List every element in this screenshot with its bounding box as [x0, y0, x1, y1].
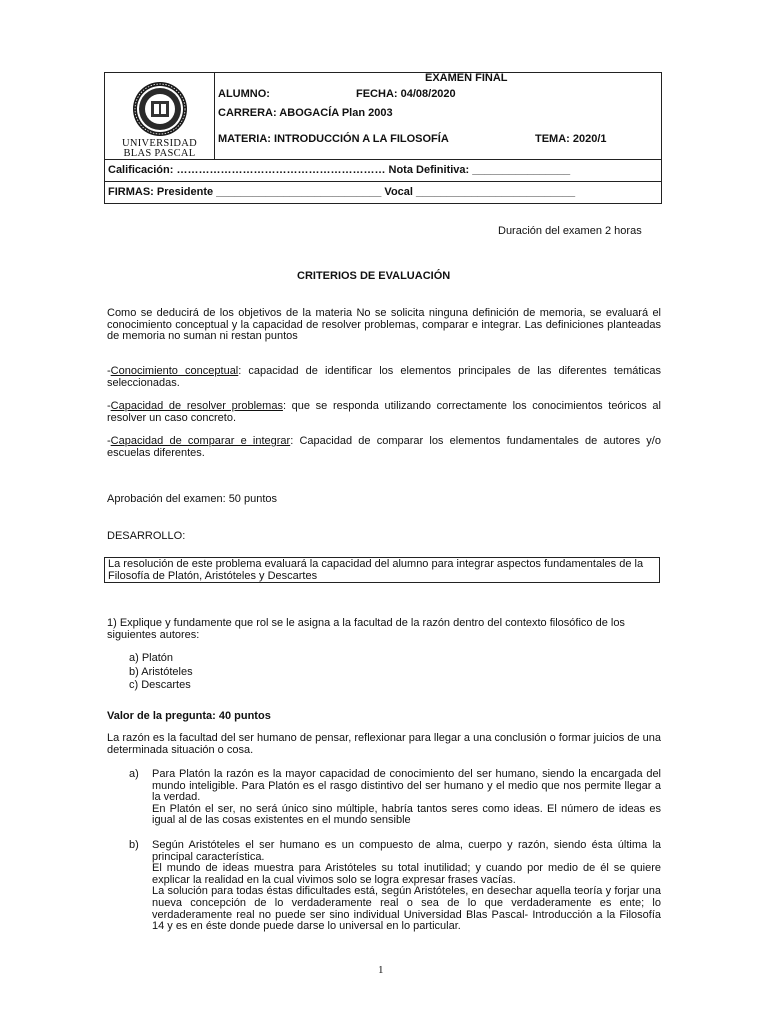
author-item: a) Platón [129, 652, 174, 664]
author-item: b) Aristóteles [129, 665, 193, 678]
answer-text [152, 769, 661, 827]
signatures-row: FIRMAS: Presidente ___________________________ Vocal __________________________ [108, 186, 576, 198]
page-number: 1 [378, 964, 384, 976]
answer-paragraph: El mundo de ideas muestra para Aristóteles su total inutilidad; y cuando por medio de él se quiere explicar la realidad en la cual vivimos solo se logra expresar frases vacías. [152, 862, 661, 886]
university-name [122, 139, 197, 159]
answer-text [152, 840, 661, 933]
question-1: 1) Explique y fundamente que rol se le asigna a la facultad de la razón dentro del contexto filosófico de los siguientes autores: [107, 617, 625, 641]
exam-date: FECHA: 04/08/2020 [356, 88, 456, 100]
criterion-text: : capacidad de identificar los elementos principales de las diferentes temáticas seleccionadas. [107, 365, 661, 389]
authors-list [129, 652, 193, 693]
topic-label: TEMA: 2020/1 [535, 133, 607, 145]
criteria-intro: Como se deducirá de los objetivos de la materia No se solicita ninguna definición de memoria, se evaluará el conocimiento conceptual y la capacidad de resolver problemas, comparar e integrar. Las definiciones planteadas de memoria no suman ni restan puntos [107, 307, 661, 343]
criterion-term: Capacidad de comparar e integrar [110, 435, 291, 447]
answer-label: a) [129, 768, 139, 780]
answer-paragraph: Para Platón la razón es la mayor capacidad de conocimiento del ser humano, siendo la encargada del mundo inteligible. Para Platón es el rasgo distintivo del ser humano y el medio que nos permite llegar a la verdad. [152, 768, 661, 804]
criterion-term: Conocimiento conceptual [110, 365, 239, 377]
exam-header-table [104, 72, 662, 204]
development-heading: DESARROLLO: [107, 530, 186, 542]
criterion-text: : Capacidad de comparar los elementos fundamentales de autores y/o escuelas diferentes. [107, 435, 661, 459]
criterion-prefix: - [107, 435, 111, 447]
answer-intro: La razón es la facultad del ser humano de pensar, reflexionar para llegar a una conclusión o formar juicios de una determinada situación o cosa. [107, 732, 661, 756]
boxed-instructions: La resolución de este problema evaluará la capacidad del alumno para integrar aspectos fundamentales de la Filosofía de Platón, Aristóteles y Descartes [104, 557, 660, 583]
exam-duration: Duración del examen 2 horas [498, 225, 642, 237]
criterion-prefix: - [107, 400, 111, 412]
answer-paragraph: Según Aristóteles el ser humano es un compuesto de alma, cuerpo y razón, siendo ésta última la principal característica. [152, 839, 661, 863]
student-label: ALUMNO: [218, 88, 270, 100]
university-name-line2: BLAS PASCAL [123, 148, 196, 159]
approval-score: Aprobación del examen: 50 puntos [107, 493, 278, 505]
question-value: Valor de la pregunta: 40 puntos [107, 710, 271, 722]
criterion-term: Capacidad de resolver problemas [110, 400, 283, 412]
university-name-line1: UNIVERSIDAD [121, 138, 198, 149]
header-top-row [105, 73, 661, 160]
answer-paragraph: La solución para todas éstas dificultades está, según Aristóteles, en desechar aquella teoría y forjar una nueva concepción de lo verdaderamente real o sea de lo que verdaderamente es ente; lo verdaderamente real no puede ser sino individual Universidad Blas Pascal- Introducción a la Filosofía 14 y es en éste donde puede darse lo universal en lo particular. [152, 885, 661, 933]
university-seal-icon [132, 81, 188, 137]
criterion-text: : que se responda utilizando correctamente los conocimientos teóricos al resolver un caso concreto. [107, 400, 661, 424]
university-logo [105, 73, 215, 159]
criteria-heading: CRITERIOS DE EVALUACIÓN [297, 270, 451, 282]
criterion-conceptual [107, 366, 661, 389]
exam-title: EXAMEN FINAL [425, 72, 508, 84]
criterion-problem-solving [107, 401, 661, 424]
answer-paragraph: En Platón el ser, no será único sino múltiple, habría tantos seres como ideas. El número de ideas es igual al de las cosas existentes en el mundo sensible [152, 802, 661, 827]
career-label: CARRERA: ABOGACÍA Plan 2003 [218, 107, 393, 119]
answer-label: b) [129, 839, 139, 851]
author-item: c) Descartes [129, 679, 191, 691]
subject-label: MATERIA: INTRODUCCIÓN A LA FILOSOFÍA [218, 133, 449, 145]
exam-info-cell [215, 73, 661, 159]
criterion-compare-integrate [107, 436, 661, 459]
grade-row: Calificación: ………………………………………………… Nota Definitiva: ________________ [105, 160, 661, 182]
criterion-prefix: - [107, 365, 111, 377]
